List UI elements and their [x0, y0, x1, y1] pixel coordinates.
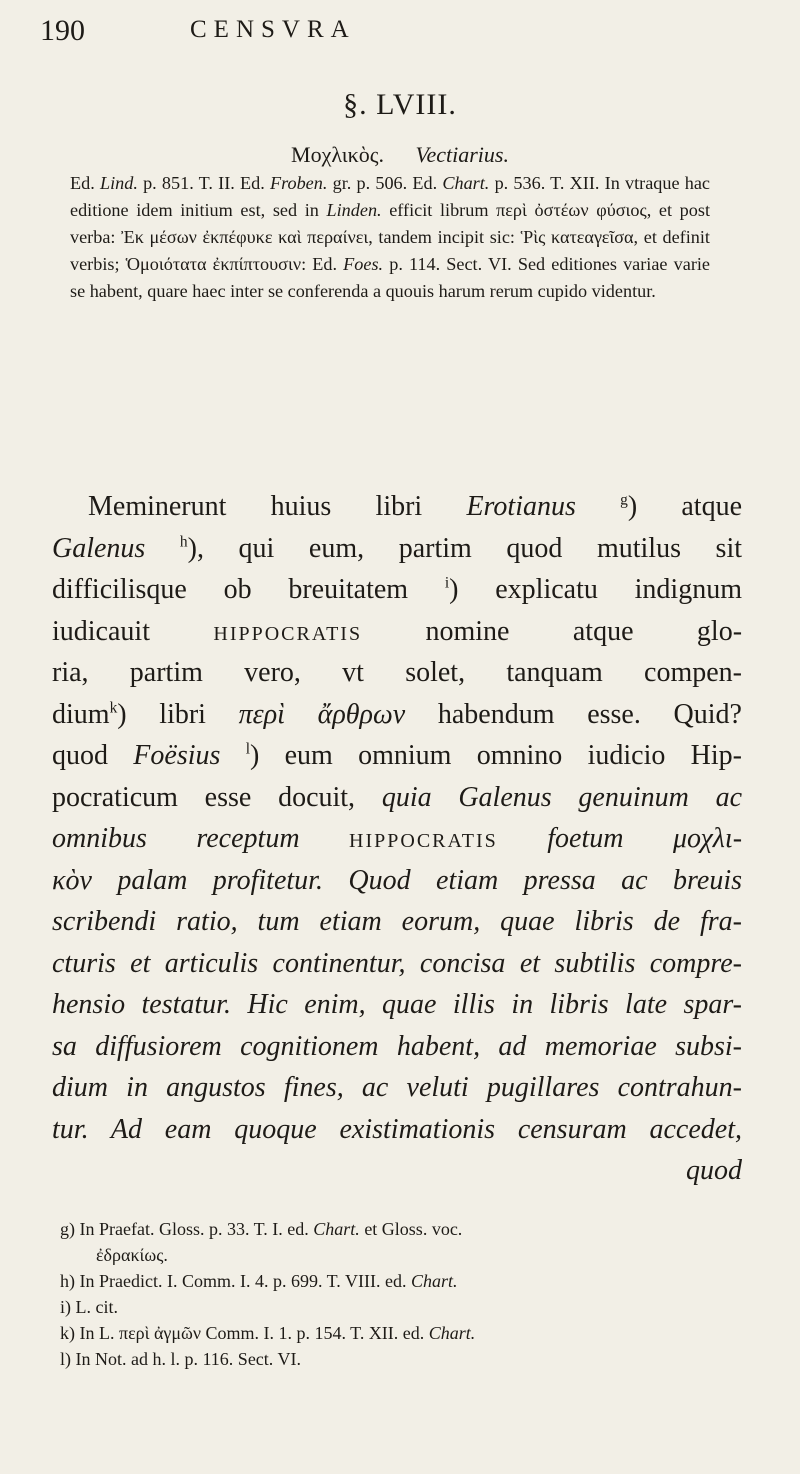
- note-edition-name: Lind.: [99, 173, 138, 193]
- text-line: quod Foësius $^l$) eum omnium omnino iudicio Hip-: [52, 740, 742, 771]
- note-text: p. 114. Sect. VI. Sed editiones variae varie se habent, quare haec inter se conferenda a quouis harum rerum cupido videntur.: [70, 254, 711, 301]
- footnote-g-continuation: ἐδρακίως.: [96, 1245, 168, 1265]
- running-head: [40, 14, 740, 54]
- text-line: sa diffusiorem cognitionem habent, ad memoriae subsi-: [52, 1030, 742, 1062]
- catchword: quod: [686, 1155, 742, 1186]
- text-line: omnibus receptum hippocratis foetum μοχλι-: [52, 823, 743, 854]
- footnote-g: g) In Praefat. Gloss. p. 33. T. I. ed. Chart. et Gloss. voc.: [60, 1219, 463, 1239]
- greek-title: Μοχλικὸς.: [291, 142, 384, 167]
- footnotes: [60, 1216, 750, 1372]
- latin-title: Vectiarius.: [415, 142, 509, 167]
- footnote-i: i) L. cit.: [60, 1297, 118, 1317]
- text-line: pocraticum esse docuit, quia Galenus genuinum ac: [52, 781, 742, 813]
- text-line: hensio testatur. Hic enim, quae illis in libris late spar-: [52, 989, 742, 1020]
- main-text: [52, 486, 742, 1192]
- footnote-k: k) In L. περὶ ἀγμῶν Comm. I. 1. p. 154. T. XII. ed. Chart.: [60, 1323, 476, 1343]
- note-text: p. 851. T. II. Ed.: [137, 173, 270, 193]
- note-edition-name: Linden.: [326, 200, 382, 220]
- footnote-l: l) In Not. ad h. l. p. 116. Sect. VI.: [60, 1349, 301, 1369]
- text-line: scribendi ratio, tum etiam eorum, quae libris de fra-: [52, 906, 742, 937]
- note-text: Ed.: [70, 173, 100, 193]
- text-line: Meminerunt huius libri Erotianus $^g$) atque: [88, 491, 742, 522]
- page-number: 190: [40, 14, 85, 47]
- section-subtitle: [0, 142, 800, 168]
- running-title: CENSVRA: [190, 16, 356, 43]
- text-line: iudicauit hippocratis nomine atque glo-: [52, 615, 743, 647]
- note-edition-name: Foes.: [343, 254, 384, 274]
- text-line: cturis et articulis continentur, concisa et subtilis compre-: [52, 947, 742, 979]
- section-title: §. LVIII.: [343, 88, 457, 121]
- text-line: tur. Ad eam quoque existimationis censuram accedet,: [52, 1113, 742, 1145]
- footnote-h: h) In Praedict. I. Comm. I. 4. p. 699. T. VIII. ed. Chart.: [60, 1271, 458, 1291]
- note-edition-name: Froben.: [269, 173, 328, 193]
- editions-note: [70, 170, 710, 305]
- note-text: p. 536. T. XII. In vtraque hac editione idem initium est, sed in: [70, 173, 710, 220]
- text-line: dium in angustos fines, ac veluti pugillares contrahun-: [52, 1072, 742, 1103]
- text-line: difficilisque ob breuitatem $^i$) explicatu indignum: [52, 574, 742, 605]
- note-text: gr. p. 506. Ed.: [327, 173, 443, 193]
- note-edition-name: Chart.: [442, 173, 490, 193]
- text-line: ria, partim vero, vt solet, tanquam compen-: [52, 657, 742, 688]
- text-line: Galenus $^h$), qui eum, partim quod mutilus sit: [52, 532, 743, 564]
- note-text: efficit librum περὶ ὀστέων φύσιος, et post verba: Ἐκ μέσων ἐκπέφυκε καὶ περαίνει, tandem incipit sic: Ῥὶς κατεαγεῖσα, et definit verbis; Ὁμοιότατα ἐκπίπτουσιν: Ed.: [70, 200, 711, 274]
- text-line: κὸν palam profitetur. Quod etiam pressa ac breuis: [52, 864, 743, 896]
- text-line: dium$^k$) libri περὶ ἄρθρων habendum esse. Quid?: [52, 698, 742, 730]
